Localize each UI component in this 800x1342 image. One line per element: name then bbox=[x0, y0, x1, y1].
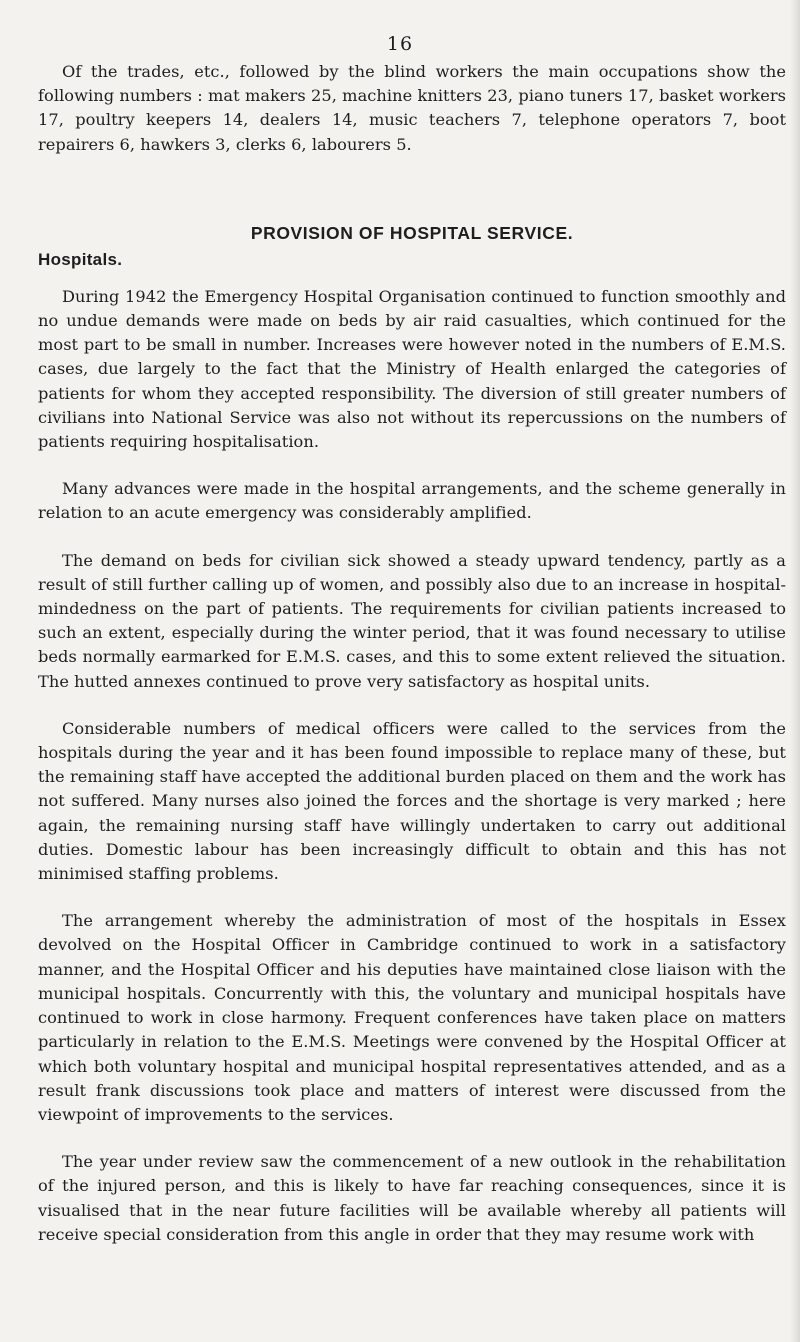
page-number: 16 bbox=[386, 33, 414, 55]
paragraph-rehabilitation: The year under review saw the commencement of a new outlook in the rehabilitation of the injured person, and this is likely to have far reaching consequences, since it is visualised that in the near future facilities will be available whereby all patients will receive special consideration from this angle in order that they may resume work with bbox=[38, 1152, 786, 1244]
subheading-hospitals: Hospitals. bbox=[38, 249, 123, 269]
paragraph-administration: The arrangement whereby the administration of most of the hospitals in Essex devolved on the Hospital Officer in Cambridge continued to work in a satisfactory manner, and the Hospital Officer and his deputies have maintained close liaison with the municipal hospitals. Concurrently with this, the voluntary and municipal hospitals have continued to work in close harmony. Frequent conferences have taken place on matters particularly in relation to the E.M.S. Meetings were convened by the Hospital Officer at which both voluntary hospital and municipal hospital representatives attended, and as a result frank discussions took place and matters of interest were discussed from the viewpoint of improvements to the services. bbox=[38, 911, 786, 1124]
paragraph-advances: Many advances were made in the hospital arrangements, and the scheme generally in relation to an acute emergency was considerably amplified. bbox=[38, 479, 786, 523]
paragraph-staffing: Considerable numbers of medical officers were called to the services from the hospitals during the year and it has been found impossible to replace many of these, but the remaining staff have accepted the additional burden placed on them and the work has not suffered. Many nurses also joined the forces and the shortage is very marked ; here again, the remaining nursing staff have willingly undertaken to carry out additional duties. Domestic labour has been increasingly difficult to obtain and this has not minimised staffing problems. bbox=[38, 718, 786, 884]
section-title: PROVISION OF HOSPITAL SERVICE. bbox=[250, 222, 574, 243]
paragraph-emergency-organisation: During 1942 the Emergency Hospital Organisation continued to function smoothly and no undue demands were made on beds by air raid casualties, which continued for the most part to be small in number. Increases were however noted in the numbers of E.M.S. cases, due largely to the fact that the Ministry of Health enlarged the categories of patients for whom they accepted responsibility. The diversion of still greater numbers of civilians into National Service was also not without its repercussions on the numbers of patients requiring hospitalisation. bbox=[38, 286, 786, 452]
page-edge-shadow bbox=[790, 0, 800, 1342]
intro-paragraph: Of the trades, etc., followed by the blind workers the main occupations show the following numbers : mat makers 25, machine knitters 23, piano tuners 17, basket workers 17, poultry keepers 14, dealers 14, music teachers 7, telephone operators 7, boot repairers 6, hawkers 3, clerks 6, labourers 5. bbox=[38, 62, 786, 154]
paragraph-bed-demand: The demand on beds for civilian sick showed a steady upward tendency, partly as a result of still further calling up of women, and possibly also due to an increase in hospital-mindedness on the part of patients. The requirements for civilian patients increased to such an extent, especially during the winter period, that it was found necessary to utilise beds normally earmarked for E.M.S. cases, and this to some extent relieved the situation. The hutted annexes continued to prove very satisfactory as hospital units. bbox=[38, 550, 786, 691]
document-body bbox=[38, 60, 786, 1270]
